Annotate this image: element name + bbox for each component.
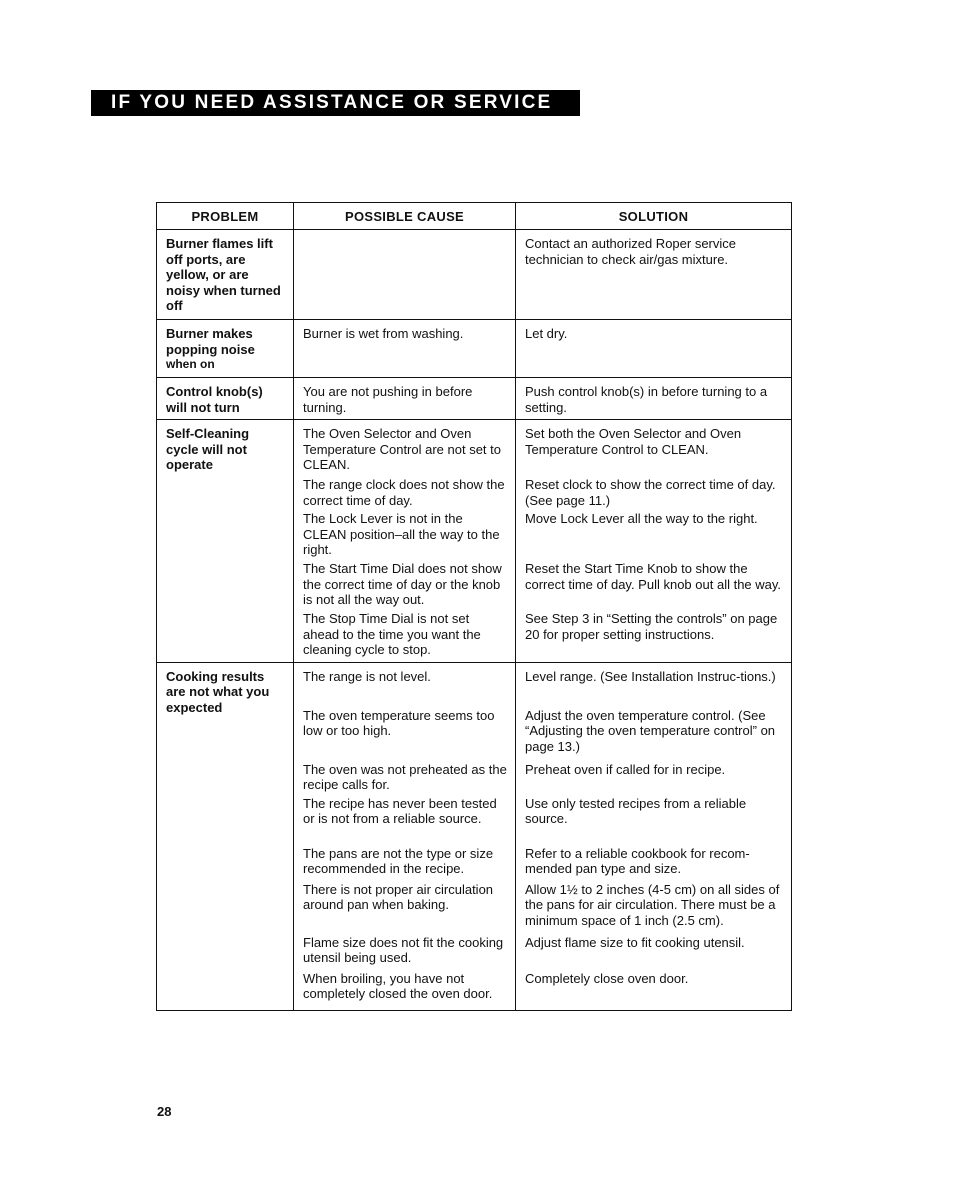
- solution-text: Level range. (See Installation Instruc-tions.): [525, 668, 776, 684]
- problem-cell: [157, 230, 294, 320]
- problem-text: Cooking results are not what you expected: [166, 668, 270, 715]
- solution-text: Completely close oven door.: [525, 970, 689, 986]
- table-row: [157, 378, 792, 420]
- problem-cell: [157, 378, 294, 420]
- column-header-solution: SOLUTION: [516, 203, 792, 230]
- column-header-problem: PROBLEM: [157, 203, 294, 230]
- problem-text: Control knob(s) will not turn: [166, 384, 263, 415]
- table-header-row: [157, 203, 792, 230]
- problem-cell: [157, 662, 294, 1010]
- solution-text: Adjust the oven temperature control. (See “Adjusting the oven temperature control” on page 13.): [525, 707, 776, 754]
- cause-text: The Stop Time Dial is not set ahead to the time you want the cleaning cycle to stop.: [303, 611, 481, 657]
- problem-subtext: when on: [166, 357, 215, 371]
- cause-cell: [294, 662, 516, 1010]
- cause-text: You are not pushing in before turning.: [303, 384, 473, 415]
- solution-text: Use only tested recipes from a reliable source.: [525, 795, 747, 826]
- solution-text: Reset clock to show the correct time of day. (See page 11.): [525, 477, 776, 508]
- table-row: [157, 662, 792, 1010]
- troubleshooting-table: [156, 202, 792, 1011]
- table-row: [157, 420, 792, 663]
- cause-cell: [294, 378, 516, 420]
- cause-text: The range is not level.: [303, 668, 431, 684]
- cause-text: The Start Time Dial does not show the correct time of day or the knob is not all the way out.: [303, 561, 502, 607]
- cause-text: Burner is wet from washing.: [303, 326, 464, 341]
- solution-text: See Step 3 in “Setting the controls” on page 20 for proper setting instructions.: [525, 611, 778, 642]
- column-header-possible-cause: POSSIBLE CAUSE: [294, 203, 516, 230]
- cause-text: There is not proper air circulation around pan when baking.: [303, 881, 494, 912]
- cause-text: Flame size does not fit the cooking utensil being used.: [303, 934, 504, 965]
- cause-text: The oven was not preheated as the recipe calls for.: [303, 761, 507, 792]
- problem-text: Burner flames lift off ports, are yellow, or are noisy when turned off: [166, 236, 281, 313]
- cause-cell: [294, 320, 516, 378]
- section-banner: IF YOU NEED ASSISTANCE OR SERVICE: [91, 90, 580, 116]
- solution-text: Push control knob(s) in before turning to a setting.: [525, 384, 768, 415]
- solution-text: Allow 1½ to 2 inches (4-5 cm) on all sides of the pans for air circulation. There must be a minimum space of 1 inch (2.5 cm).: [525, 881, 780, 928]
- table-row: [157, 320, 792, 378]
- solution-cell: [516, 378, 792, 420]
- problem-cell: [157, 420, 294, 663]
- problem-text: Self-Cleaning cycle will not operate: [166, 426, 250, 472]
- solution-text: Contact an authorized Roper service technician to check air/gas mixture.: [525, 236, 737, 267]
- solution-text: Adjust flame size to fit cooking utensil.: [525, 934, 745, 950]
- cause-text: When broiling, you have not completely closed the oven door.: [303, 970, 493, 1001]
- cause-text: The range clock does not show the correct time of day.: [303, 477, 505, 508]
- solution-text: Reset the Start Time Knob to show the correct time of day. Pull knob out all the way.: [525, 561, 782, 592]
- cause-text: The pans are not the type or size recommended in the recipe.: [303, 845, 494, 876]
- cause-text: The Lock Lever is not in the CLEAN position–all the way to the right.: [303, 511, 500, 557]
- solution-text: Set both the Oven Selector and Oven Temperature Control to CLEAN.: [525, 426, 742, 457]
- cause-cell: [294, 420, 516, 663]
- solution-text: Move Lock Lever all the way to the right.: [525, 511, 758, 526]
- cause-cell: [294, 230, 516, 320]
- cause-text: The oven temperature seems too low or too high.: [303, 707, 495, 738]
- solution-cell: [516, 420, 792, 663]
- solution-text: Refer to a reliable cookbook for recom-mended pan type and size.: [525, 845, 750, 876]
- problem-text: Burner makes popping noise: [166, 326, 255, 357]
- cause-text: The recipe has never been tested or is not from a reliable source.: [303, 795, 497, 826]
- solution-cell: [516, 230, 792, 320]
- solution-cell: [516, 662, 792, 1010]
- page-number: 28: [157, 1104, 172, 1119]
- solution-cell: [516, 320, 792, 378]
- table-row: [157, 230, 792, 320]
- problem-cell: [157, 320, 294, 378]
- solution-text: Let dry.: [525, 326, 568, 341]
- solution-text: Preheat oven if called for in recipe.: [525, 761, 726, 777]
- cause-text: The Oven Selector and Oven Temperature Control are not set to CLEAN.: [303, 426, 501, 472]
